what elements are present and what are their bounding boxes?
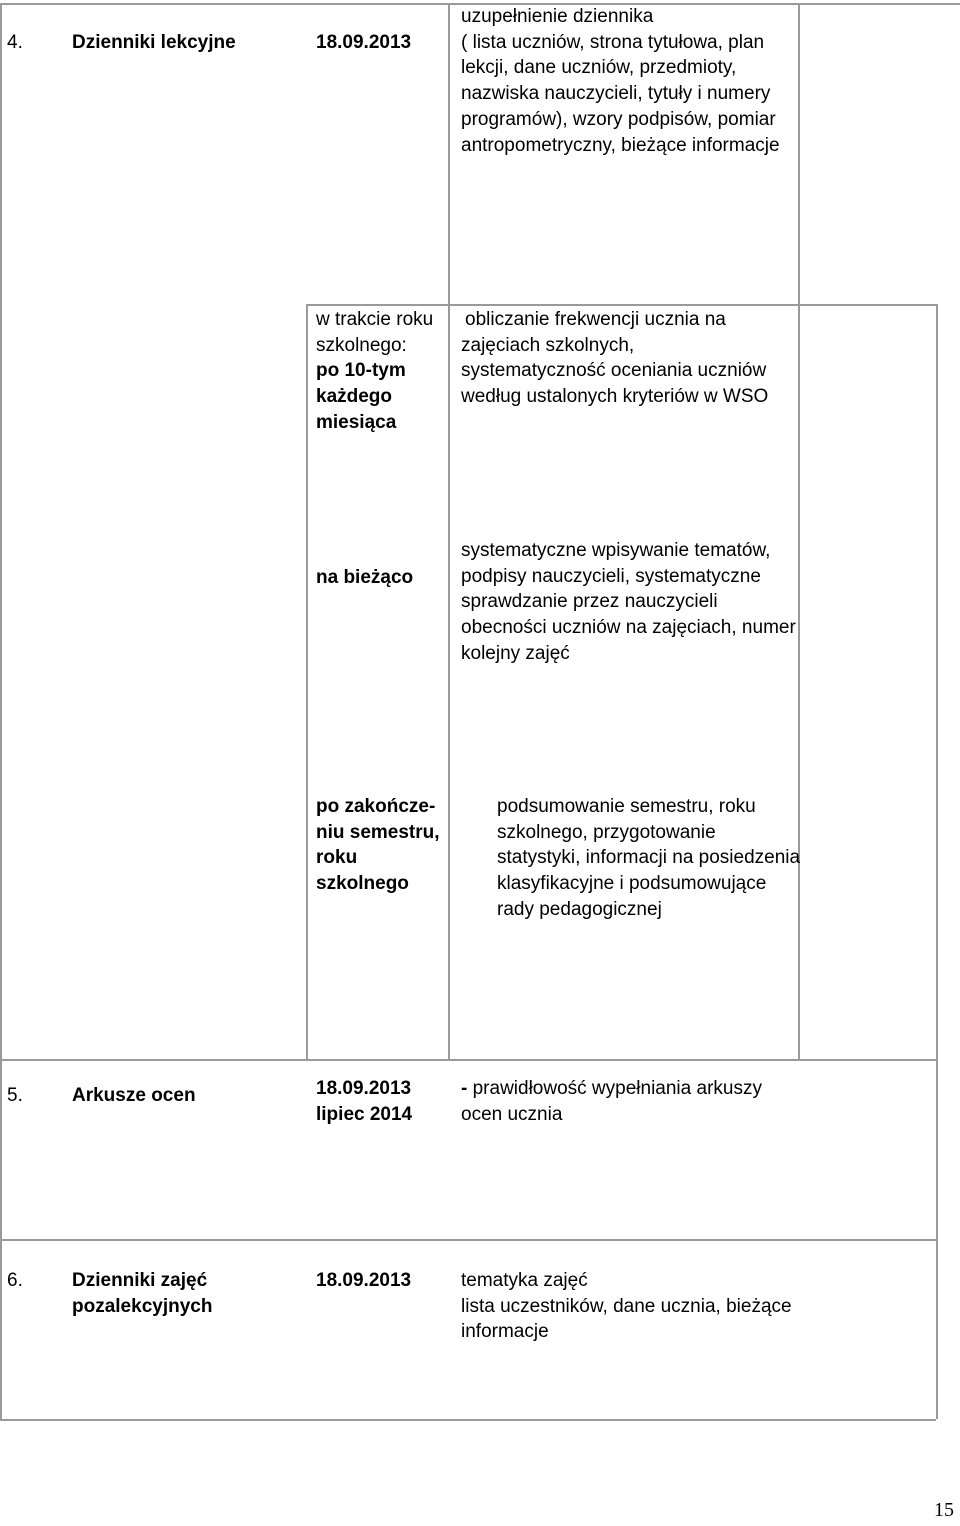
term-cell: po zakończe- niu semestru, roku szkolnego bbox=[316, 796, 440, 895]
term-cell: w trakcie roku szkolnego: po 10-tym każdego miesiąca bbox=[316, 309, 434, 433]
term-cell: 18.09.2013 bbox=[316, 1270, 412, 1291]
column-divider-name-term bbox=[306, 304, 308, 1059]
term-cell: na bieżąco bbox=[316, 567, 414, 588]
description-cell: uzupełnienie dziennika ( lista uczniów, strona tytułowa, plan lekcji, dane uczniów, przedmioty, nazwiska nauczycieli, tytuły i numery programów), wzory podpisów, pomiar antropometryczny, bieżące informacje bbox=[461, 6, 780, 156]
row-number: 4. bbox=[7, 32, 23, 53]
term-cell: 18.09.2013 lipiec 2014 bbox=[316, 1078, 413, 1125]
description-cell: podsumowanie semestru, roku szkolnego, przygotowanie statystyki, informacji na posiedzenia klasyfikacyjne i podsumowujące rady pedagogicznej bbox=[497, 796, 801, 920]
notes-column-right-border bbox=[936, 304, 938, 1419]
table-left-border bbox=[0, 3, 2, 1419]
term-cell: 18.09.2013 bbox=[316, 32, 412, 53]
dash-marker: - bbox=[461, 1078, 473, 1099]
row-number: 5. bbox=[7, 1085, 23, 1106]
document-name: Dzienniki lekcyjne bbox=[72, 32, 236, 53]
description-cell: obliczanie frekwencji ucznia na zajęciach szkolnych, systematyczność oceniania uczniów według ustalonych kryteriów w WSO bbox=[461, 309, 769, 408]
description-cell: systematyczne wpisywanie tematów, podpisy nauczycieli, systematyczne sprawdzanie przez nauczycieli obecności uczniów na zajęciach, numer kolejny zajęć bbox=[461, 540, 796, 664]
row-4-subrow-2-top bbox=[306, 304, 936, 306]
column-divider-term-desc bbox=[448, 3, 450, 1059]
document-name: Dzienniki zajęć pozalekcyjnych bbox=[72, 1270, 213, 1317]
page-number: 15 bbox=[934, 1499, 954, 1521]
document-name: Arkusze ocen bbox=[72, 1085, 196, 1106]
table-bottom-border bbox=[0, 1419, 936, 1421]
description-cell: tematyka zajęć lista uczestników, dane ucznia, bieżące informacje bbox=[461, 1270, 792, 1343]
row-6-top-border bbox=[0, 1239, 936, 1241]
row-5-top-border bbox=[0, 1059, 936, 1061]
description-cell: - prawidłowość wypełniania arkuszy ocen ucznia bbox=[461, 1078, 762, 1125]
row-number: 6. bbox=[7, 1270, 23, 1291]
